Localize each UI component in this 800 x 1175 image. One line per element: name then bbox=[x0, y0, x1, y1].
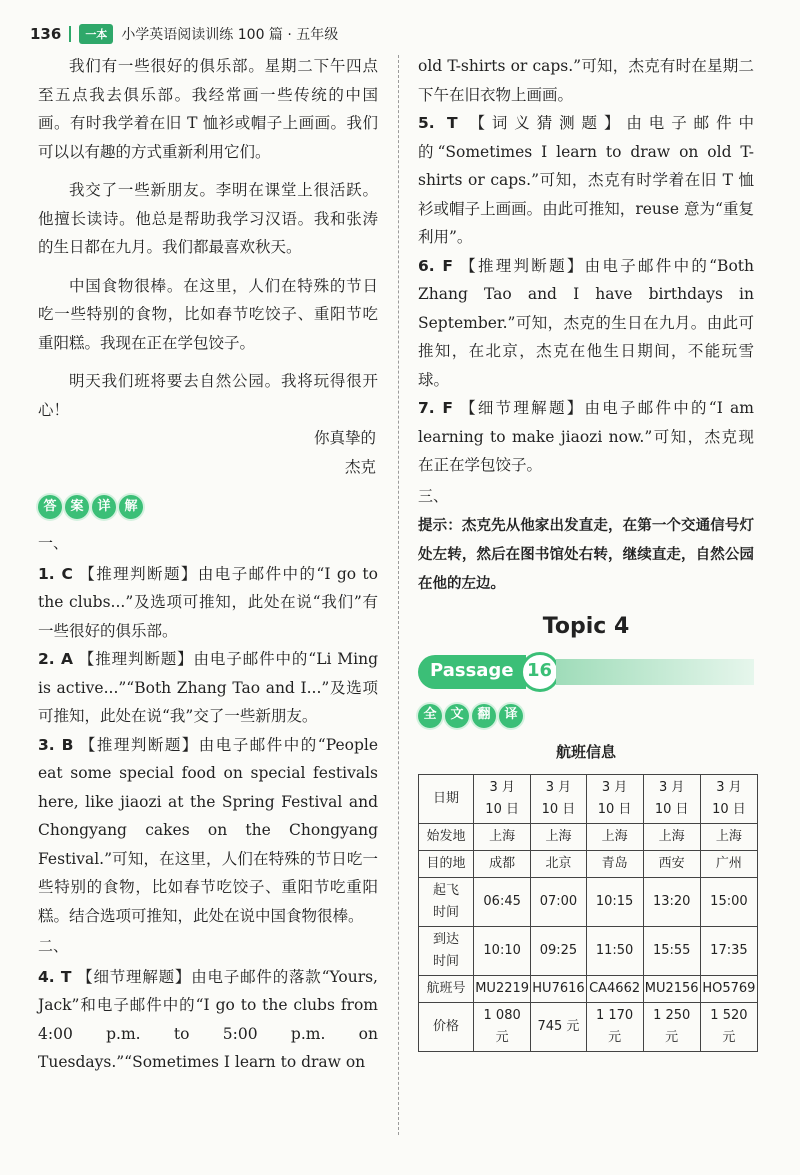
table-row bbox=[419, 775, 758, 824]
table-cell: 3 月 10 日 bbox=[586, 775, 643, 824]
table-cell: MU2156 bbox=[643, 976, 700, 1003]
answer-number: 3. B bbox=[38, 735, 74, 754]
answers-heading-char: 解 bbox=[119, 495, 143, 519]
table-row-header: 价格 bbox=[419, 1003, 474, 1052]
table-cell: 10:15 bbox=[586, 878, 643, 927]
answer-text: 【推理判断题】由电子邮件中的“People eat some special food on special festivals here, like jiaozi at the Spring Festival and Chongyang cakes on the Chongyang Festival.”可知，在这里，人们在特殊的节日吃一些特别的食物，比如春节吃饺子、重阳节吃重阳糕。结合选项可推知，此处在说中国食物很棒。 bbox=[38, 735, 379, 925]
letter-paragraph: 中国食物很棒。在这里，人们在特殊的节日吃一些特别的食物，比如春节吃饺子、重阳节吃重阳糕。我现在正在学包饺子。 bbox=[38, 276, 378, 352]
passage-number: 16 bbox=[520, 652, 560, 692]
table-cell: 1 170 元 bbox=[586, 1003, 643, 1052]
section-one-label: 一、 bbox=[38, 534, 69, 552]
section-three-label: 三、 bbox=[418, 486, 449, 505]
table-row bbox=[419, 976, 758, 1003]
table-cell: 15:00 bbox=[700, 878, 757, 927]
table-cell: 3 月 10 日 bbox=[700, 775, 757, 824]
table-cell: 3 月 10 日 bbox=[531, 775, 586, 824]
passage-banner bbox=[418, 654, 754, 690]
answer-item bbox=[38, 963, 378, 1077]
table-cell: 广州 bbox=[700, 851, 757, 878]
translation-heading bbox=[418, 704, 754, 728]
letter-signature: 杰克 bbox=[344, 457, 376, 476]
letter-paragraph: 明天我们班将要去自然公园。我将玩得很开心！ bbox=[38, 372, 378, 419]
table-row-header: 起飞 时间 bbox=[419, 878, 474, 927]
table-cell: 11:50 bbox=[586, 927, 643, 976]
table-cell: 17:35 bbox=[700, 927, 757, 976]
answer-text: 【细节理解题】由电子邮件中的“I am learning to make jiaozi now.”可知，杰克现在正在学包饺子。 bbox=[418, 399, 754, 474]
answer-item bbox=[418, 252, 754, 395]
answer-number: 6. F bbox=[418, 256, 453, 275]
answer-number: 1. C bbox=[38, 564, 73, 583]
answer-item bbox=[418, 394, 754, 480]
table-cell: 06:45 bbox=[474, 878, 531, 927]
answer-number: 5. T bbox=[418, 114, 458, 132]
answer-item bbox=[38, 731, 378, 931]
table-row bbox=[419, 824, 758, 851]
translation-heading-char: 文 bbox=[445, 704, 469, 728]
right-column bbox=[418, 52, 754, 1052]
table-cell: 北京 bbox=[531, 851, 586, 878]
table-cell: 青岛 bbox=[586, 851, 643, 878]
passage-banner-tail bbox=[556, 659, 754, 685]
table-row-header: 到达 时间 bbox=[419, 927, 474, 976]
brand-logo: 一本 bbox=[79, 24, 113, 44]
table-row-header: 目的地 bbox=[419, 851, 474, 878]
column-divider bbox=[398, 55, 399, 1135]
table-cell: 13:20 bbox=[643, 878, 700, 927]
translation-heading-char: 译 bbox=[499, 704, 523, 728]
answers-heading-char: 案 bbox=[65, 495, 89, 519]
answer-text: 【推理判断题】由电子邮件中的“Li Ming is active...”“Both Zhang Tao and I...”及选项可推知，此处在说“我”交了一些新朋友。 bbox=[38, 650, 378, 725]
left-column bbox=[38, 52, 378, 1077]
table-row bbox=[419, 851, 758, 878]
section-two-label: 二、 bbox=[38, 937, 69, 955]
table-cell: 3 月 10 日 bbox=[474, 775, 531, 824]
table-cell: HO5769 bbox=[700, 976, 757, 1003]
table-cell: 上海 bbox=[531, 824, 586, 851]
table-cell: 07:00 bbox=[531, 878, 586, 927]
table-cell: MU2219 bbox=[474, 976, 531, 1003]
table-cell: 3 月 10 日 bbox=[643, 775, 700, 824]
answers-heading-char: 答 bbox=[38, 495, 62, 519]
book-title: 小学英语阅读训练 100 篇 · 五年级 bbox=[121, 27, 339, 43]
page-number: 136 bbox=[30, 25, 62, 43]
translation-heading-char: 翻 bbox=[472, 704, 496, 728]
letter-paragraph: 我们有一些很好的俱乐部。星期二下午四点至五点我去俱乐部。我经常画一些传统的中国画。有时我学着在旧 T 恤衫或帽子上画画。我们可以以有趣的方式重新利用它们。 bbox=[38, 57, 378, 161]
table-cell: 1 250 元 bbox=[643, 1003, 700, 1052]
table-cell: 1 520 元 bbox=[700, 1003, 757, 1052]
answer-text: 【推理判断题】由电子邮件中的“Both Zhang Tao and I have birthdays in September.”可知，杰克的生日在九月。由此可推知，在北京，杰克在他生日期间，不能玩雪球。 bbox=[418, 256, 754, 389]
letter-paragraph: 我交了一些新朋友。李明在课堂上很活跃。他擅长读诗。他总是帮助我学习汉语。我和张涛的生日都在九月。我们都最喜欢秋天。 bbox=[38, 181, 378, 256]
answer-text: 【词义猜测题】由电子邮件中的“Sometimes I learn to draw on old T-shirts or caps.”可知，杰克有时学着在旧 T 恤衫或帽子上画画。由此可推知，reuse 意为“重复利用”。 bbox=[418, 114, 754, 246]
answer-text: 【细节理解题】由电子邮件的落款“Yours, Jack”和电子邮件中的“I go to the clubs from 4:00 p.m. to 5:00 p.m. on Tuesdays.”“Sometimes I learn to draw on bbox=[38, 967, 378, 1071]
answer-number: 7. F bbox=[418, 399, 453, 417]
table-row bbox=[419, 927, 758, 976]
passage-label: Passage bbox=[418, 655, 526, 689]
answer-item bbox=[38, 560, 378, 646]
topic-title: Topic 4 bbox=[542, 614, 630, 639]
page-header bbox=[30, 20, 770, 48]
answer-continued: old T-shirts or caps.”可知，杰克有时在星期二下午在旧衣物上画画。 bbox=[418, 57, 754, 104]
table-cell: 上海 bbox=[586, 824, 643, 851]
table-row bbox=[419, 1003, 758, 1052]
answer-item bbox=[418, 109, 754, 252]
answers-heading-char: 详 bbox=[92, 495, 116, 519]
table-cell: 上海 bbox=[474, 824, 531, 851]
table-cell: 15:55 bbox=[643, 927, 700, 976]
letter-closing: 你真挚的 bbox=[313, 429, 376, 447]
table-cell: HU7616 bbox=[531, 976, 586, 1003]
answers-heading bbox=[38, 495, 378, 519]
table-cell: CA4662 bbox=[586, 976, 643, 1003]
answer-number: 4. T bbox=[38, 967, 72, 986]
flight-info-table bbox=[418, 774, 758, 1052]
table-cell: 745 元 bbox=[531, 1003, 586, 1052]
table-row bbox=[419, 878, 758, 927]
table-cell: 西安 bbox=[643, 851, 700, 878]
table-row-header: 日期 bbox=[419, 775, 474, 824]
hint-text: 提示：杰克先从他家出发直走，在第一个交通信号灯处左转，然后在图书馆处右转，继续直走，自然公园在他的左边。 bbox=[418, 518, 754, 592]
table-row-header: 始发地 bbox=[419, 824, 474, 851]
table-cell: 上海 bbox=[700, 824, 757, 851]
translation-heading-char: 全 bbox=[418, 704, 442, 728]
table-row-header: 航班号 bbox=[419, 976, 474, 1003]
table-cell: 09:25 bbox=[531, 927, 586, 976]
answer-number: 2. A bbox=[38, 650, 73, 668]
table-cell: 成都 bbox=[474, 851, 531, 878]
table-cell: 1 080 元 bbox=[474, 1003, 531, 1052]
table-cell: 上海 bbox=[643, 824, 700, 851]
table-title: 航班信息 bbox=[555, 742, 616, 761]
answer-text: 【推理判断题】由电子邮件中的“I go to the clubs...”及选项可推知，此处在说“我们”有一些很好的俱乐部。 bbox=[38, 564, 378, 640]
header-divider bbox=[69, 26, 71, 42]
table-cell: 10:10 bbox=[474, 927, 531, 976]
answer-item bbox=[38, 645, 378, 731]
